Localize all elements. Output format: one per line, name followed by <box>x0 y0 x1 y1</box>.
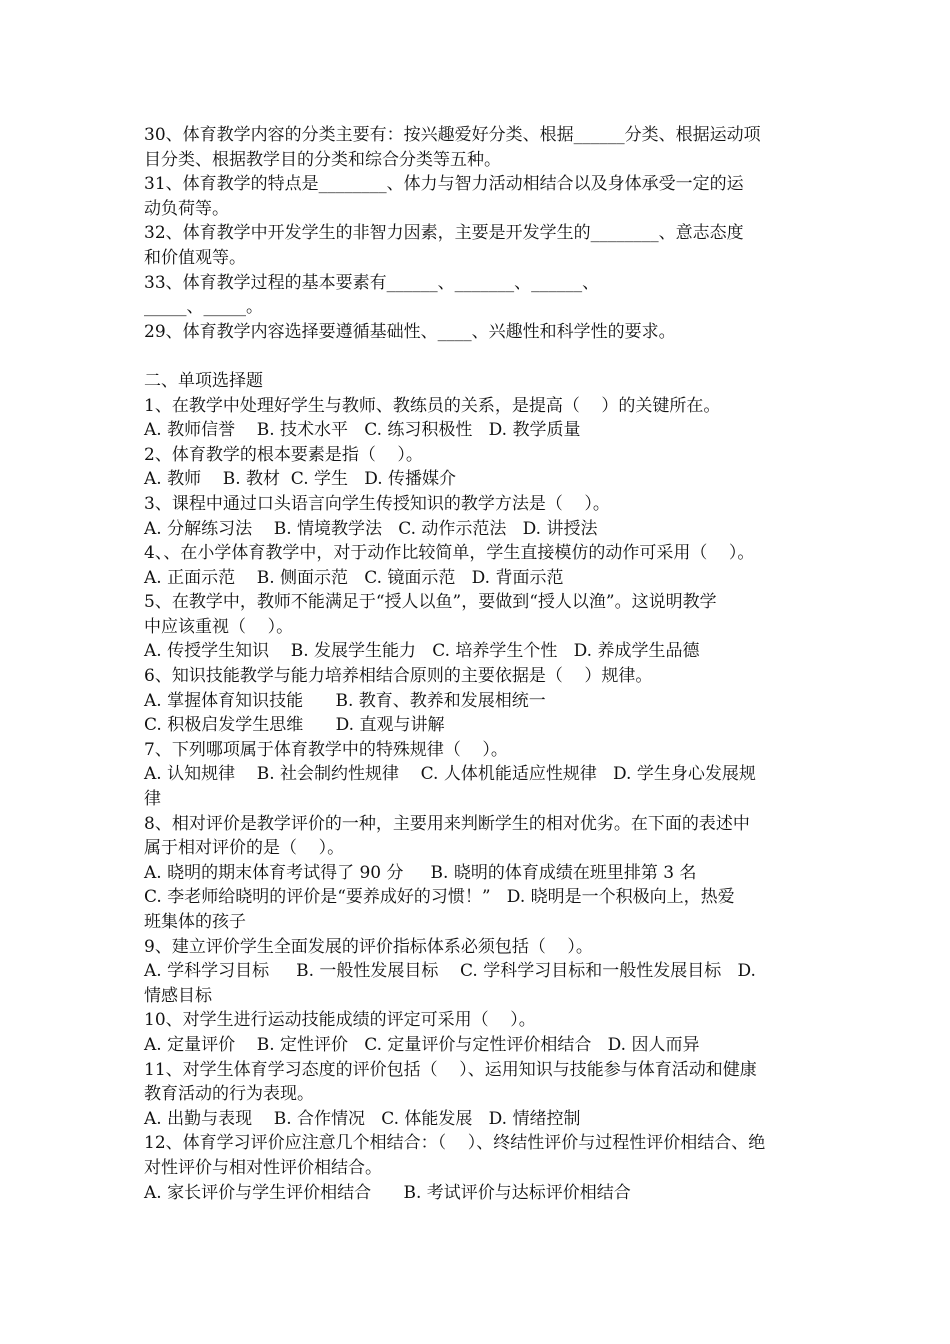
question-text: 3、课程中通过口头语言向学生传授知识的教学方法是（ ）。 <box>144 493 610 514</box>
answer-options: A. 正面示范 B. 侧面示范 C. 镜面示范 D. 背面示范 <box>144 567 564 588</box>
choice-question-4 <box>144 541 809 590</box>
question-text: 5、在教学中，教师不能满足于“授人以鱼”，要做到“授人以渔”。这说明教学 <box>144 592 717 613</box>
fill-in-question-29 <box>144 320 809 345</box>
question-text: 10、对学生进行运动技能成绩的评定可采用（ ）。 <box>144 1010 536 1031</box>
fill-in-question-32 <box>144 221 809 270</box>
answer-options: A. 教师 B. 教材 C. 学生 D. 传播媒介 <box>144 469 457 490</box>
question-text: 和价值观等。 <box>144 247 246 268</box>
choice-question-3 <box>144 492 809 541</box>
answer-options: A. 出勤与表现 B. 合作情况 C. 体能发展 D. 情绪控制 <box>144 1108 581 1129</box>
question-text: 31、体育教学的特点是________、体力与智力活动相结合以及身体承受一定的运 <box>144 174 744 195</box>
question-text: 8、相对评价是教学评价的一种，主要用来判断学生的相对优劣。在下面的表述中 <box>144 813 750 834</box>
choice-question-8 <box>144 812 809 935</box>
answer-options: C. 李老师给晓明的评价是“要养成好的习惯！” D. 晓明是一个积极向上，热爱 <box>144 887 735 908</box>
question-text: 30、体育教学内容的分类主要有：按兴趣爱好分类、根据______分类、根据运动项 <box>144 125 761 145</box>
question-text: 33、体育教学过程的基本要素有______、_______、______、 <box>144 272 600 293</box>
answer-options: A. 传授学生知识 B. 发展学生能力 C. 培养学生个性 D. 养成学生品德 <box>144 641 700 662</box>
question-text: 6、知识技能教学与能力培养相结合原则的主要依据是（ ）规律。 <box>144 666 653 687</box>
question-text: 教育活动的行为表现。 <box>144 1084 314 1105</box>
fill-in-question-30 <box>144 123 809 172</box>
question-text: 对性评价与相对性评价相结合。 <box>144 1157 382 1178</box>
fill-in-question-33 <box>144 271 809 320</box>
answer-options: 律 <box>144 789 161 810</box>
question-text: 9、建立评价学生全面发展的评价指标体系必须包括（ ）。 <box>144 936 593 957</box>
question-text: 11、对学生体育学习态度的评价包括（ ）、运用知识与技能参与体育活动和健康 <box>144 1059 757 1080</box>
question-text: 1、在教学中处理好学生与教师、教练员的关系，是提高（ ）的关键所在。 <box>144 395 721 416</box>
section-title: 二、单项选择题 <box>144 370 263 391</box>
choice-question-1 <box>144 394 809 443</box>
question-text: 动负荷等。 <box>144 198 229 219</box>
question-text: 中应该重视（ ）。 <box>144 616 294 637</box>
choice-question-6 <box>144 664 809 738</box>
choice-question-10 <box>144 1008 809 1057</box>
choice-question-7 <box>144 738 809 812</box>
question-text: 32、体育教学中开发学生的非智力因素，主要是开发学生的________、意志态度 <box>144 223 744 244</box>
question-text: 7、下列哪项属于体育教学中的特殊规律（ ）。 <box>144 739 508 760</box>
answer-options: A. 定量评价 B. 定性评价 C. 定量评价与定性评价相结合 D. 因人而异 <box>144 1034 700 1055</box>
choice-question-5 <box>144 590 809 664</box>
answer-options: C. 积极启发学生思维 D. 直观与讲解 <box>144 715 445 736</box>
fill-in-question-31 <box>144 172 809 221</box>
answer-options: A. 分解练习法 B. 情境教学法 C. 动作示范法 D. 讲授法 <box>144 518 598 539</box>
question-text: 属于相对评价的是（ ）。 <box>144 838 345 859</box>
question-text: 29、体育教学内容选择要遵循基础性、____、兴趣性和科学性的要求。 <box>144 321 676 342</box>
choice-question-12 <box>144 1131 809 1205</box>
question-text: 2、体育教学的根本要素是指（ ）。 <box>144 444 423 465</box>
answer-options: A. 认知规律 B. 社会制约性规律 C. 人体机能适应性规律 D. 学生身心发展规 <box>144 764 756 785</box>
answer-options: A. 学科学习目标 B. 一般性发展目标 C. 学科学习目标和一般性发展目标 D. <box>144 961 756 982</box>
question-text: 12、体育学习评价应注意几个相结合：（ ）、终结性评价与过程性评价相结合、绝 <box>144 1133 766 1154</box>
document-page <box>144 123 809 1205</box>
answer-options: A. 掌握体育知识技能 B. 教育、教养和发展相统一 <box>144 690 546 711</box>
spacer <box>144 344 809 369</box>
choice-question-2 <box>144 443 809 492</box>
answer-options: 班集体的孩子 <box>144 912 246 932</box>
answer-options: 情感目标 <box>144 985 212 1006</box>
question-text: 目分类、根据教学目的分类和综合分类等五种。 <box>144 149 501 170</box>
question-text: 4、、在小学体育教学中，对于动作比较简单，学生直接模仿的动作可采用（ ）。 <box>144 543 755 564</box>
answer-options: A. 家长评价与学生评价相结合 B. 考试评价与达标评价相结合 <box>144 1182 631 1203</box>
question-text: _____、_____。 <box>144 297 263 318</box>
answer-options: A. 晓明的期末体育考试得了 90 分 B. 晓明的体育成绩在班里排第 3 名 <box>144 862 697 883</box>
choice-question-9 <box>144 935 809 1009</box>
choice-question-11 <box>144 1058 809 1132</box>
answer-options: A. 教师信誉 B. 技术水平 C. 练习积极性 D. 教学质量 <box>144 420 581 441</box>
